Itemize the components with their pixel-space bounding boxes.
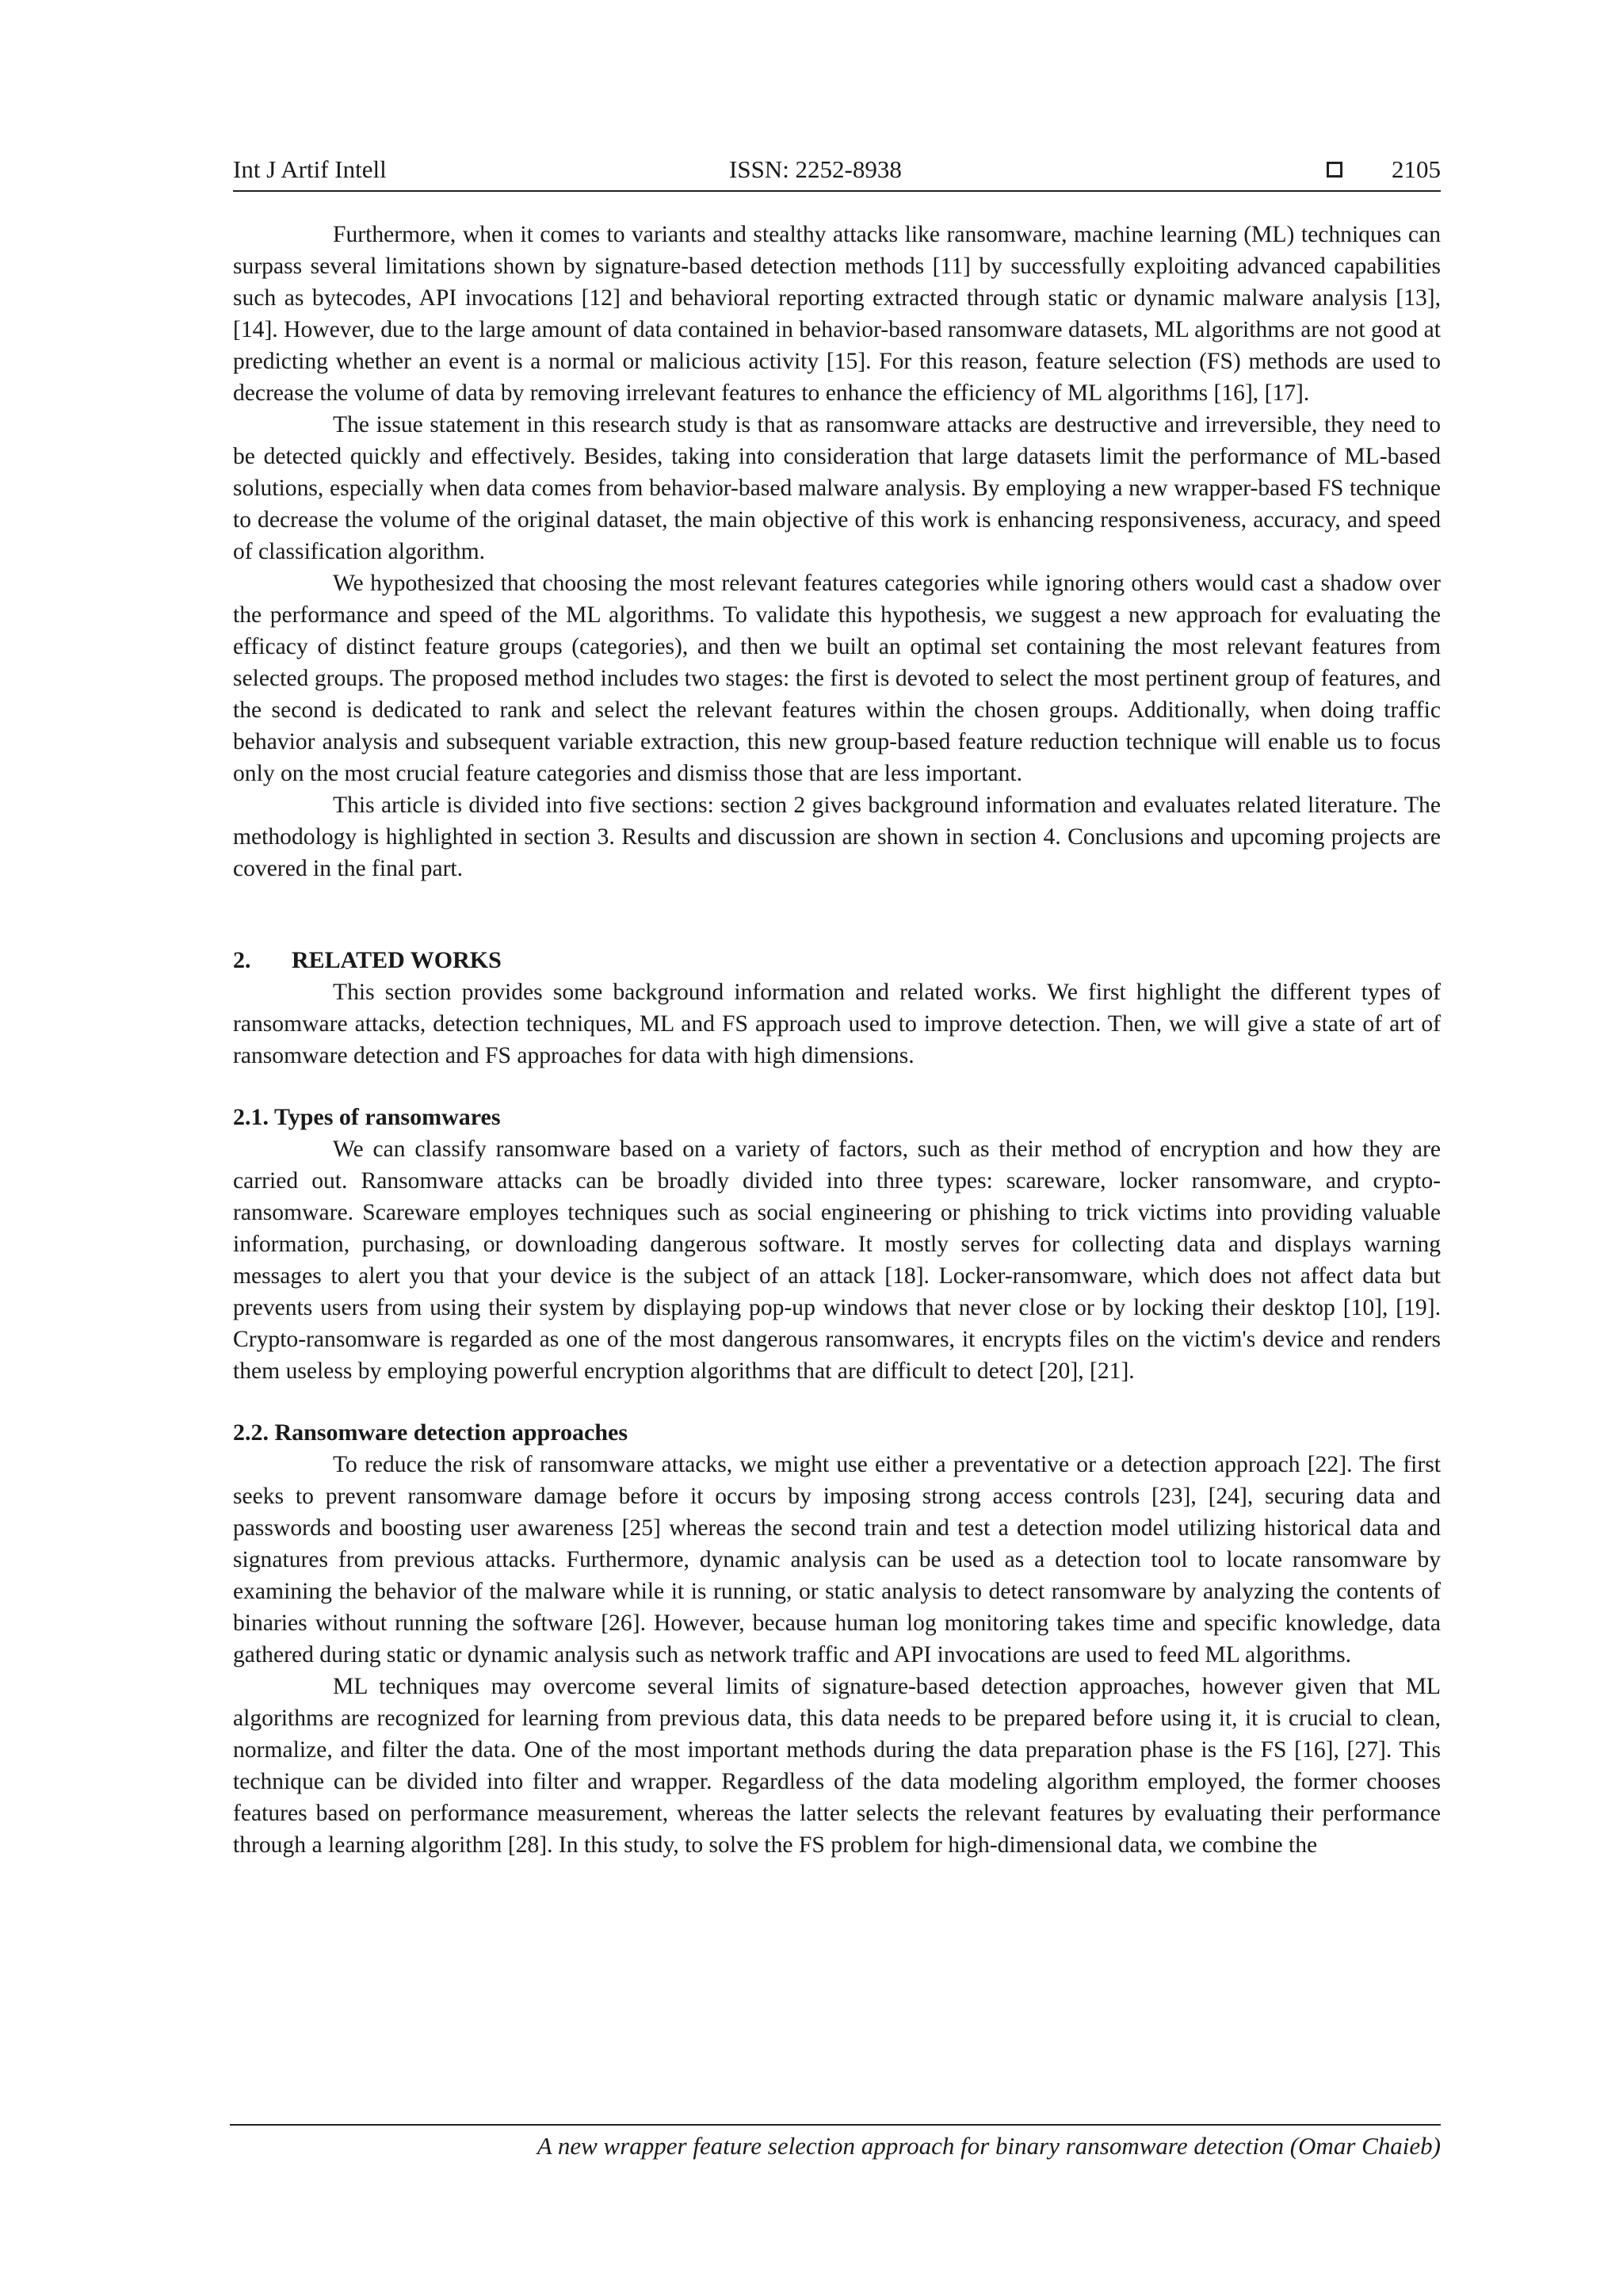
subsection-paragraph-types: We can classify ransomware based on a variety of factors, such as their method of encryption and how they are carried out. Ransomware attacks can be broadly divided into three types: scareware, locker ransomware, and crypto-ransomware. Scareware employes techniques such as social engineering or phishing to trick victims into providing valuable information, purchasing, or downloading dangerous software. It mostly serves for collecting data and displays warning messages to alert you that your device is the subject of an attack [18]. Locker-ransomware, which does not affect data but prevents users from using their system by displaying pop-up windows that never close or by locking their desktop [10], [19]. Crypto-ransomware is regarded as one of the most dangerous ransomwares, it encrypts files on the victim's device and renders them useless by employing powerful encryption algorithms that are difficult to detect [20], [21]. bbox=[233, 1137, 1441, 1384]
subsection-paragraph-detection-1: To reduce the risk of ransomware attacks, we might use either a preventative or a detection approach [22]. The first seeks to prevent ransomware damage before it occurs by imposing strong access controls [23], [24], securing data and passwords and boosting user awareness [25] whereas the second train and test a detection model utilizing historical data and signatures from previous attacks. Furthermore, dynamic analysis can be used as a detection tool to locate ransomware by examining the behavior of the malware while it is running, or static analysis to detect ransomware by analyzing the contents of binaries without running the software [26]. However, because human log monitoring takes time and specific knowledge, data gathered during static or dynamic analysis such as network traffic and API invocations are used to feed ML algorithms. bbox=[233, 1452, 1441, 1668]
section-paragraph: This section provides some background information and related works. We first highlight the different types of ransomware attacks, detection techniques, ML and FS approach used to improve detection. Then, we will give a state of art of ransomware detection and FS approaches for data with high dimensions. bbox=[233, 980, 1441, 1068]
section-heading bbox=[233, 945, 1441, 976]
intro-paragraph-2: The issue statement in this research study is that as ransomware attacks are destructive and irreversible, they need to be detected quickly and effectively. Besides, taking into consideration that large datasets limit the performance of ML-based solutions, especially when data comes from behavior-based malware analysis. By employing a new wrapper-based FS technique to decrease the volume of the original dataset, the main objective of this work is enhancing responsiveness, accuracy, and speed of classification algorithm. bbox=[233, 412, 1441, 564]
running-footer: A new wrapper feature selection approach for binary ransomware detection (Omar Chaieb) bbox=[230, 2124, 1441, 2162]
running-header bbox=[233, 155, 1441, 192]
issn: ISSN: 2252-8938 bbox=[729, 155, 902, 183]
intro-paragraph-3: We hypothesized that choosing the most relevant features categories while ignoring others would cast a shadow over the performance and speed of the ML algorithms. To validate this hypothesis, we suggest a new approach for evaluating the efficacy of distinct feature groups (categories), and then we built an optimal set containing the most relevant features from selected groups. The proposed method includes two stages: the first is devoted to select the most pertinent group of features, and the second is dedicated to rank and select the relevant features within the chosen groups. Additionally, when doing traffic behavior analysis and subsequent variable extraction, this new group-based feature reduction technique will enable us to focus only on the most crucial feature categories and dismiss those that are less important. bbox=[233, 571, 1441, 786]
page-number: 2105 bbox=[1392, 155, 1441, 183]
subsection-heading-detection: 2.2. Ransomware detection approaches bbox=[233, 1419, 628, 1446]
square-icon bbox=[1327, 162, 1342, 178]
section-number: 2. bbox=[233, 947, 251, 973]
subsection-paragraph-detection-2: ML techniques may overcome several limits of signature-based detection approaches, however given that ML algorithms are recognized for learning from previous data, this data needs to be prepared before using it, it is crucial to clean, normalize, and filter the data. One of the most important methods during the data preparation phase is the FS [16], [27]. This technique can be divided into filter and wrapper. Regardless of the data modeling algorithm employed, the former chooses features based on performance measurement, whereas the latter selects the relevant features by evaluating their performance through a learning algorithm [28]. In this study, to solve the FS problem for high-dimensional data, we combine the bbox=[233, 1674, 1441, 1858]
body-text bbox=[233, 219, 1441, 1861]
intro-paragraph-1: Furthermore, when it comes to variants and stealthy attacks like ransomware, machine learning (ML) techniques can surpass several limitations shown by signature-based detection methods [11] by successfully exploiting advanced capabilities such as bytecodes, API invocations [12] and behavioral reporting extracted through static or dynamic malware analysis [13], [14]. However, due to the large amount of data contained in behavior-based ransomware datasets, ML algorithms are not good at predicting whether an event is a normal or malicious activity [15]. For this reason, feature selection (FS) methods are used to decrease the volume of data by removing irrelevant features to enhance the efficiency of ML algorithms [16], [17]. bbox=[233, 222, 1441, 406]
journal-name: Int J Artif Intell bbox=[233, 155, 387, 183]
subsection-heading-types: 2.1. Types of ransomwares bbox=[233, 1104, 501, 1130]
section-title: RELATED WORKS bbox=[292, 947, 502, 973]
intro-paragraph-4: This article is divided into five sections: section 2 gives background information and evaluates related literature. The methodology is highlighted in section 3. Results and discussion are shown in section 4. Conclusions and upcoming projects are covered in the final part. bbox=[233, 793, 1441, 881]
